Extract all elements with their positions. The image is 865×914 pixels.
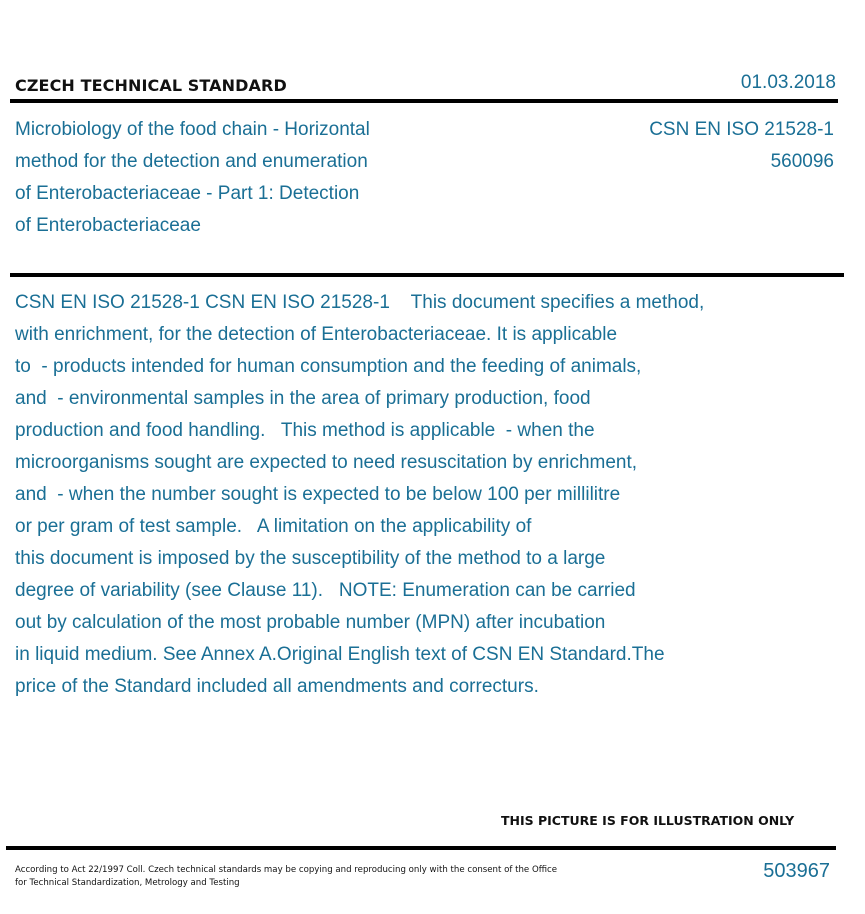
abstract-line: this document is imposed by the susceptibility of the method to a large <box>15 548 606 569</box>
title-line: method for the detection and enumeration <box>15 151 368 172</box>
abstract-line: price of the Standard included all amendments and correcturs. <box>15 676 539 697</box>
abstract-line: degree of variability (see Clause 11). NOTE: Enumeration can be carried <box>15 580 636 601</box>
abstract-line: in liquid medium. See Annex A.Original English text of CSN EN Standard.The <box>15 644 665 665</box>
abstract-line: production and food handling. This method is applicable - when the <box>15 420 595 441</box>
abstract-line: microorganisms sought are expected to need resuscitation by enrichment, <box>15 452 638 473</box>
standard-identifiers <box>649 114 834 178</box>
legal-notice <box>15 864 595 890</box>
abstract-line: and - environmental samples in the area of primary production, food <box>15 388 591 409</box>
abstract-line: or per gram of test sample. A limitation on the applicability of <box>15 516 532 537</box>
title-line: of Enterobacteriaceae - Part 1: Detection <box>15 183 360 204</box>
legal-notice-line: for Technical Standardization, Metrology and Testing <box>15 878 240 888</box>
abstract-line: and - when the number sought is expected to be below 100 per millilitre <box>15 484 621 505</box>
catalog-number: 560096 <box>770 151 834 172</box>
abstract-line: out by calculation of the most probable number (MPN) after incubation <box>15 612 606 633</box>
standard-code: CSN EN ISO 21528-1 <box>649 119 834 140</box>
abstract-line: with enrichment, for the detection of Enterobacteriaceae. It is applicable <box>15 324 618 345</box>
standard-title <box>15 114 435 242</box>
title-line: Microbiology of the food chain - Horizontal <box>15 119 370 140</box>
abstract-line: CSN EN ISO 21528-1 CSN EN ISO 21528-1 This document specifies a method, <box>15 292 705 313</box>
illustration-disclaimer: THIS PICTURE IS FOR ILLUSTRATION ONLY <box>501 813 795 828</box>
document-id: 503967 <box>763 860 830 882</box>
abstract-line: to - products intended for human consumption and the feeding of animals, <box>15 356 642 377</box>
footer-divider <box>6 846 836 850</box>
header-divider <box>10 99 838 103</box>
standard-type-heading: CZECH TECHNICAL STANDARD <box>15 76 287 95</box>
legal-notice-line: According to Act 22/1997 Coll. Czech technical standards may be copying and reproducing only with the consent of the Office <box>15 865 558 875</box>
title-divider <box>10 273 844 277</box>
title-line: of Enterobacteriaceae <box>15 215 201 236</box>
standard-abstract <box>15 287 815 703</box>
publication-date: 01.03.2018 <box>740 72 836 93</box>
